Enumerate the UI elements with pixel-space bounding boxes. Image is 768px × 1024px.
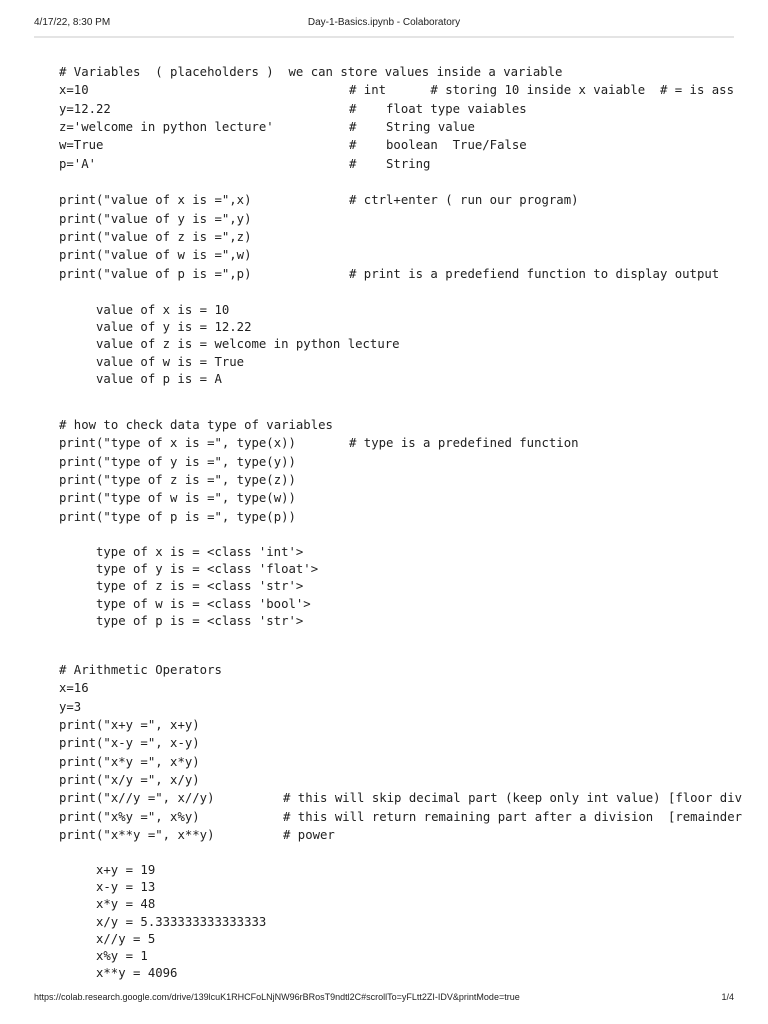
code-comment: # boolean True/False [349, 138, 527, 153]
output-line: value of y is = 12.22 [96, 320, 252, 335]
code-comment: # type is a predefined function [349, 436, 579, 451]
code-line: x=10 # int # storing 10 inside x vaiable # = is ass [59, 81, 768, 99]
page-number: 1/4 [721, 992, 734, 1002]
code-comment: # print is a predefiend function to display output [349, 266, 720, 281]
output-cell-arithmetic [96, 862, 768, 982]
code-line: print("value of w is =",w) [59, 248, 252, 263]
output-line: type of z is = <class 'str'> [96, 579, 304, 594]
output-line: value of p is = A [96, 371, 222, 386]
code-comment: # ctrl+enter ( run our program) [349, 193, 579, 208]
print-datetime: 4/17/22, 8:30 PM [34, 17, 111, 28]
code-line: print("x**y =", x**y) # power [59, 826, 768, 844]
code-line: # how to check data type of variables [59, 418, 333, 432]
output-line: x+y = 19 [96, 863, 156, 877]
output-line: type of w is = <class 'bool'> [96, 596, 311, 611]
code-line: print("type of w is =", type(w)) [59, 491, 296, 506]
code-line: print("type of p is =", type(p)) [59, 509, 296, 524]
code-line: y=12.22 # float type vaiables [59, 100, 768, 118]
code-line: print("type of y is =", type(y)) [59, 454, 296, 469]
code-comment: # this will return remaining part after a division [remainder [283, 809, 743, 824]
code-line: print("type of z is =", type(z)) [59, 472, 296, 487]
output-line: type of p is = <class 'str'> [96, 613, 304, 628]
code-line: p='A' # String [59, 155, 768, 173]
output-line: value of x is = 10 [96, 303, 230, 317]
output-cell-variables [96, 302, 768, 388]
output-line: type of x is = <class 'int'> [96, 545, 304, 559]
code-comment: # this will skip decimal part (keep only int value) [floor div [283, 791, 743, 806]
code-comment: # String [349, 156, 431, 171]
code-line: print("value of p is =",p) # print is a predefiend function to display output [59, 265, 768, 283]
output-line: x%y = 1 [96, 948, 148, 963]
code-line: x=16 [59, 681, 89, 696]
code-line: print("type of x is =", type(x)) # type is a predefined function [59, 434, 768, 452]
output-line: x**y = 4096 [96, 966, 178, 981]
code-line: print("value of x is =",x) # ctrl+enter ( run our program) [59, 191, 768, 209]
code-line: print("x%y =", x%y) # this will return remaining part after a division [remainder [59, 808, 768, 826]
output-line: type of y is = <class 'float'> [96, 562, 319, 577]
output-line: value of w is = True [96, 354, 245, 369]
code-line: print("value of y is =",y) [59, 211, 252, 226]
code-cell-arithmetic[interactable] [59, 661, 768, 844]
code-line: w=True # boolean True/False [59, 136, 768, 154]
code-comment: # float type vaiables [349, 101, 527, 116]
output-line: value of z is = welcome in python lecture [96, 337, 400, 352]
output-line: x/y = 5.333333333333333 [96, 914, 267, 929]
code-cell-data-types[interactable] [59, 416, 768, 526]
print-footer [34, 992, 734, 1006]
document-title: Day-1-Basics.ipynb - Colaboratory [307, 17, 461, 28]
code-line: z='welcome in python lecture' # String value [59, 118, 768, 136]
code-line: y=3 [59, 699, 82, 714]
code-line: print("x*y =", x*y) [59, 754, 200, 769]
output-line: x*y = 48 [96, 897, 156, 912]
code-comment: # String value [349, 119, 475, 134]
code-cell-variables[interactable] [59, 63, 768, 283]
page-url: https://colab.research.google.com/drive/139lcuK1RHCFoLNjNW96rBRosT9ndtl2C#scrollTo=yFLtt2ZI-IDV&printMode=true [34, 992, 520, 1002]
code-line: print("x//y =", x//y) # this will skip decimal part (keep only int value) [floor div [59, 789, 768, 807]
code-line: print("x/y =", x/y) [59, 772, 200, 787]
output-line: x//y = 5 [96, 931, 156, 946]
code-comment: # int # storing 10 inside x vaiable # = is ass [349, 83, 734, 98]
code-line: # Variables ( placeholders ) we can store values inside a variable [59, 65, 563, 79]
code-comment: # power [283, 827, 335, 842]
code-line: print("x-y =", x-y) [59, 736, 200, 751]
code-line [59, 173, 768, 191]
output-cell-data-types [96, 544, 768, 630]
code-line: # Arithmetic Operators [59, 663, 222, 677]
code-line: print("x+y =", x+y) [59, 717, 200, 732]
output-line: x-y = 13 [96, 880, 156, 895]
code-line: print("value of z is =",z) [59, 229, 252, 244]
